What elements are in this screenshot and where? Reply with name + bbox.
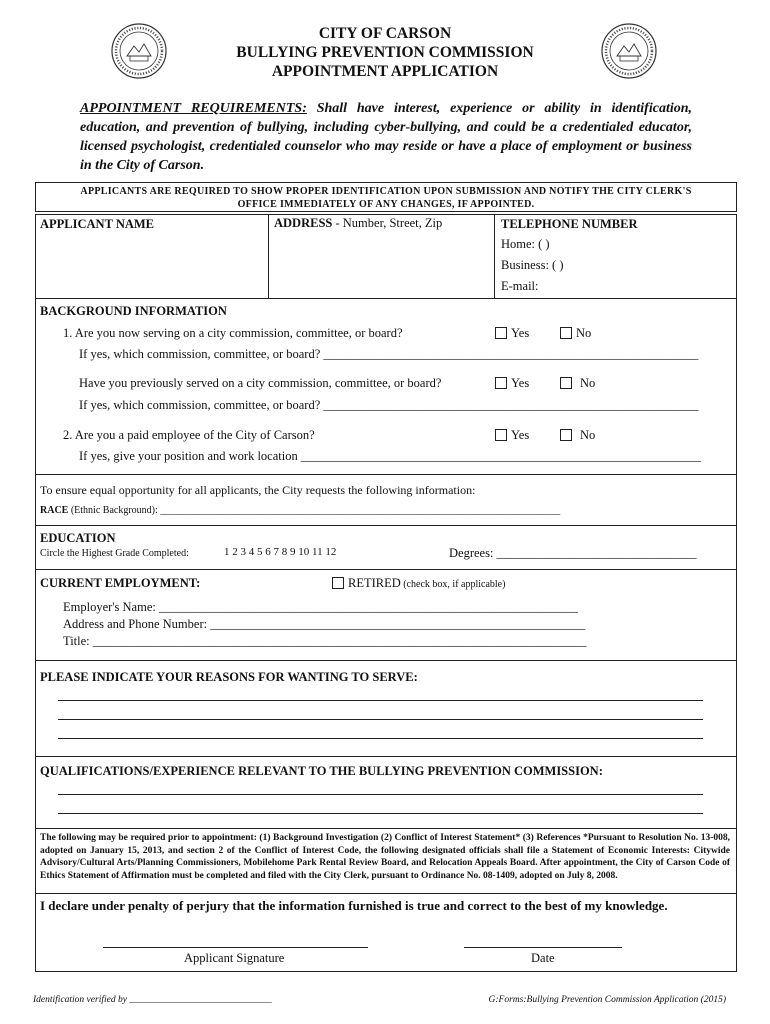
date-line[interactable] bbox=[464, 947, 622, 948]
q1b-no-label: No bbox=[580, 376, 596, 390]
equal-opportunity-text: To ensure equal opportunity for all applicants, the City requests the following information: bbox=[40, 483, 476, 497]
divider bbox=[494, 214, 495, 298]
divider bbox=[268, 214, 269, 298]
q2-yes-checkbox[interactable] bbox=[495, 429, 507, 441]
email-field[interactable]: E-mail: bbox=[501, 279, 539, 293]
address-label: ADDRESS - Number, Street, Zip bbox=[274, 216, 443, 230]
requirements-label: APPOINTMENT REQUIREMENTS: bbox=[80, 101, 307, 116]
question-1b: Have you previously served on a city commission, committee, or board? bbox=[79, 376, 442, 390]
appointment-requirements bbox=[80, 99, 692, 175]
employment-title: CURRENT EMPLOYMENT: bbox=[40, 576, 201, 590]
header-city: CITY OF CARSON bbox=[318, 25, 452, 42]
perjury-declaration: I declare under penalty of perjury that the information furnished is true and correct to the best of my knowledge. bbox=[40, 898, 668, 913]
divider bbox=[35, 569, 737, 570]
divider bbox=[35, 893, 737, 894]
q1b-yes-checkbox[interactable] bbox=[495, 377, 507, 389]
employer-name-field[interactable]: Employer's Name: ___________________________________________________________________ bbox=[63, 600, 578, 614]
retired-checkbox[interactable] bbox=[332, 577, 344, 589]
identification-verified-field[interactable]: Identification verified by ______________________________ bbox=[33, 995, 272, 1005]
qualifications-line-1[interactable] bbox=[58, 794, 703, 795]
notice-line-2: OFFICE IMMEDIATELY OF ANY CHANGES, IF APPOINTED. bbox=[237, 199, 535, 210]
q1-no-label: No bbox=[576, 326, 592, 340]
degrees-field[interactable]: Degrees: ________________________________ bbox=[449, 546, 697, 560]
education-title: EDUCATION bbox=[40, 531, 116, 545]
q2-yes-label: Yes bbox=[511, 428, 530, 442]
grade-options[interactable]: 1 2 3 4 5 6 7 8 9 10 11 12 bbox=[224, 546, 337, 558]
employer-address-field[interactable]: Address and Phone Number: ____________________________________________________________ bbox=[63, 617, 586, 631]
q1-yes-checkbox[interactable] bbox=[495, 327, 507, 339]
question-1-followup[interactable]: If yes, which commission, committee, or board? ____________________________________________________________ bbox=[79, 347, 699, 361]
q1-no-checkbox[interactable] bbox=[560, 327, 572, 339]
reasons-line-1[interactable] bbox=[58, 700, 703, 701]
divider bbox=[35, 756, 737, 757]
q2-no-label: No bbox=[580, 428, 596, 442]
header-commission: BULLYING PREVENTION COMMISSION bbox=[236, 44, 534, 61]
requirements-text: Shall have interest, experience or ability in identification, education, and prevention of bullying, including cyber-bullying, and could be a credentialed educator, licensed psychologist, credentialed counselor who may reside or have a place of employment or business in the City of Carson. bbox=[80, 101, 693, 173]
race-field[interactable]: RACE (Ethnic Background): ________________________________________________________________________________ bbox=[40, 505, 561, 516]
date-label: Date bbox=[531, 951, 555, 965]
divider bbox=[35, 525, 737, 526]
reasons-line-2[interactable] bbox=[58, 719, 703, 720]
form-path: G:Forms:Bullying Prevention Commission Application (2015) bbox=[488, 995, 726, 1005]
background-title: BACKGROUND INFORMATION bbox=[40, 304, 227, 318]
applicant-name-field[interactable] bbox=[36, 238, 266, 296]
applicant-signature-label: Applicant Signature bbox=[184, 951, 285, 965]
home-phone-field[interactable]: Home: ( ) bbox=[501, 237, 550, 251]
form-header bbox=[0, 24, 770, 81]
qualifications-title: QUALIFICATIONS/EXPERIENCE RELEVANT TO THE BULLYING PREVENTION COMMISSION: bbox=[40, 764, 603, 778]
conflict-of-interest-notice: The following may be required prior to appointment: (1) Background Investigation (2) Conflict of Interest Statement* (3) References *Pursuant to Resolution No. 13-008, adopted on January 15, 2013, and section 2 of the Conflict of Interest Code, the following designated officials shall file a Statement of Economic Interests: Citywide Advisory/Cultural Arts/Planning Commissioners, Mobilehome Park Rental Review Board, and Relocation Appeals Board. After appointment, the City of Carson Code of Ethics Statement of Affirmation must be completed and filed with the City Clerk, pursuant to Ordinance No. 08-1409, adopted on July 8, 2008. bbox=[40, 833, 730, 881]
reasons-title: PLEASE INDICATE YOUR REASONS FOR WANTING TO SERVE: bbox=[40, 670, 418, 684]
q1b-no-checkbox[interactable] bbox=[560, 377, 572, 389]
divider bbox=[35, 298, 737, 299]
employment-title-field[interactable]: Title: _______________________________________________________________________________ bbox=[63, 634, 587, 648]
divider bbox=[35, 474, 737, 475]
question-1: 1. Are you now serving on a city commission, committee, or board? bbox=[63, 326, 403, 340]
reasons-line-3[interactable] bbox=[58, 738, 703, 739]
q2-no-checkbox[interactable] bbox=[560, 429, 572, 441]
retired-label: RETIRED (check box, if applicable) bbox=[348, 576, 506, 590]
business-phone-field[interactable]: Business: ( ) bbox=[501, 258, 564, 272]
applicant-name-label: APPLICANT NAME bbox=[40, 217, 155, 231]
address-field[interactable] bbox=[270, 238, 492, 296]
identification-notice bbox=[35, 182, 737, 212]
q1-yes-label: Yes bbox=[511, 326, 530, 340]
telephone-label: TELEPHONE NUMBER bbox=[501, 217, 638, 231]
question-2: 2. Are you a paid employee of the City of Carson? bbox=[63, 428, 315, 442]
question-1b-followup[interactable]: If yes, which commission, committee, or board? ____________________________________________________________ bbox=[79, 398, 699, 412]
applicant-signature-line[interactable] bbox=[103, 947, 368, 948]
q1b-yes-label: Yes bbox=[511, 376, 530, 390]
circle-grade-label: Circle the Highest Grade Completed: bbox=[40, 548, 189, 559]
divider bbox=[35, 828, 737, 829]
qualifications-line-2[interactable] bbox=[58, 813, 703, 814]
divider bbox=[35, 660, 737, 661]
notice-line-1: APPLICANTS ARE REQUIRED TO SHOW PROPER IDENTIFICATION UPON SUBMISSION AND NOTIFY THE CITY CLERK'S bbox=[80, 186, 692, 197]
question-2-followup[interactable]: If yes, give your position and work location ________________________________________________________________ bbox=[79, 449, 701, 463]
header-form-title: APPOINTMENT APPLICATION bbox=[271, 63, 499, 80]
